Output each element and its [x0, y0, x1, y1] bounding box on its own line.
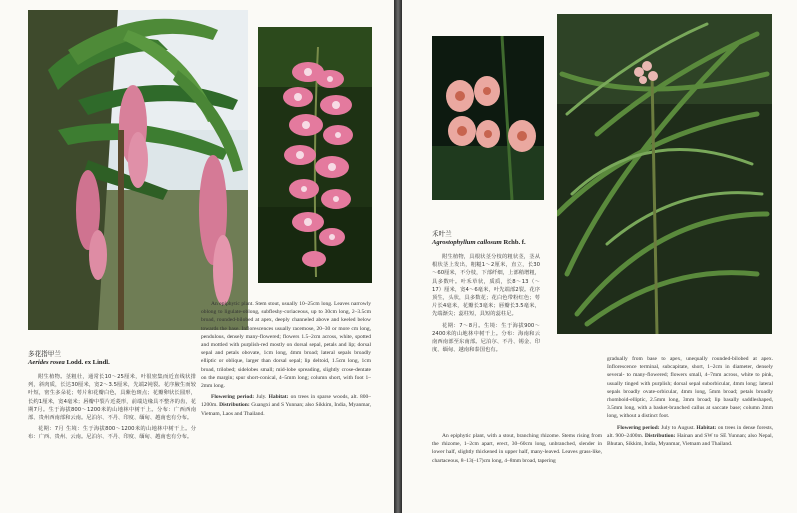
species-latin-name: Aerides rosea Lodd. ex Lindl. [28, 359, 110, 366]
photo-agrostophyllum-flowers [432, 36, 544, 200]
chinese-description-right [432, 253, 540, 453]
species-latin-name: Agrostophyllum callosum Rchb. f. [432, 239, 526, 246]
english-meta: Flowering period: July to August. Habitat: on trees in dense forests, alt. 900–2400m. Distribution: Hainan and SW to SE Yunnan; also Nepal, Bhutan, Sikkim, India, Myanmar, Vietnam and Thailand. [607, 424, 773, 448]
species-chinese-name: 多花指甲兰 [28, 350, 61, 358]
english-description-right-col2 [607, 355, 773, 505]
right-page [402, 0, 797, 513]
species-caption-right [432, 228, 632, 246]
photo-aerides-flowers [258, 27, 372, 283]
book-gutter [394, 0, 402, 513]
chinese-paragraph-2: 花期：7月 生境：生于海拔800～1200米的山地林中树干上。分布：广西、贵州、云南。尼泊尔、不丹、印度、缅甸、越南也有分布。 [28, 426, 196, 441]
english-description-right-col1 [432, 432, 602, 508]
photo-agrostophyllum-plant [557, 14, 772, 334]
species-chinese-name: 禾叶兰 [432, 230, 452, 238]
chinese-paragraph: 附生植物。茎粗壮，通常长10～25厘米，叶很密集而近直线状排列，斜肉质，长达30厘米，宽2～3.5厘米，先端2钝裂。花序腋生而较叶短，密生多朵花；萼片和花瓣白色，具紫色斑点；花瓣卵状长圆形，长约1厘米，宽4毫米；唇瓣中裂片近菱形，前端边缘具不整齐的齿，花期7月。生于海拔800～1200米的山地林中树干上。分布：广西西南部、贵州西南部和云南。尼泊尔、不丹、印度、缅甸、越南也有分布。 [28, 374, 196, 422]
english-paragraph: An epiphytic plant, with a stout, branching rhizome. Stems rising from the rhizome, 1–2cm apart, erect, 30–60cm long, unbranched, slender in lower half, slightly thickened in upper half, many-leaved. Leaves grass-like, chartaceous, 8–13(–17)cm long, 4–8mm broad, tapering [432, 433, 602, 464]
chinese-paragraph-2: 花期：7～8月。生境：生于海拔900～2400米的山地林中树干上。分布：海南和云南西南部至东南部。尼泊尔、不丹、锡金、印度、缅甸、越南和泰国也有。 [432, 322, 540, 354]
english-meta: Flowering period: July. Habitat: on trees in sparse woods, alt. 800–1200m. Distribution: Guangxi and S Yunnan; also Sikkim, India, Myanmar, Vietnam, Laos and Thailand. [201, 394, 371, 417]
photo-aerides-plant [28, 10, 248, 330]
chinese-paragraph: 附生植物，具根状茎分枝的粗状茎，茎从根状茎上发出，粗糙1～2厘米，直立，长30～60厘米，不分枝，下部纤细，上部稍增粗，具多数叶。叶禾草状，质质，长8～13（～17）厘米，宽4～6毫米，叶先端部2裂。花序顶生，头状，具多数花；花白色带粉红色；萼片长4毫米，花瓣长3毫米；唇瓣长3.5毫米，先端渐尖；蕊柱短，具短的蕊柱足。 [432, 254, 540, 318]
english-paragraph-continued: gradually from base to apex, unequally rounded-bilobed at apex. Inflorescence terminal, subcapitate, short, 1–2cm in diameter, densely several- to many-flowered; flowers small, 4–7mm across, white to pink, usually tinged with purplish; dorsal sepal suborbicular, 4mm long; lateral sepals broadly ovate-orbicular, 4mm long, 5mm broad; petals broadly rhomboid-elliptic, 2.5mm long, 3mm broad; lip basally saddleshaped, 3.5mm long, with a basket-branched callus at saccate base; column 2mm long, without a distinct foot. [607, 356, 773, 420]
chinese-description-left [28, 373, 196, 503]
english-description-left [201, 300, 371, 505]
left-page [0, 0, 394, 513]
english-paragraph: An epiphytic plant. Stem stout, usually 10–25cm long. Leaves narrowly oblong to ligulate-oblong, subfleshy-coriaceous, up to 30cm long, 2–3.5cm broad, rounded-bilobed at apex, deeply channeled above and keeled below towards the base. Inflorescences usually racemose, 20–30 or more cm long, pendulous, densely many-flowered; flowers 1.5–2cm across, white, spotted and mottled with purplish-red mostly on dorsal sepal, petals and lip; dorsal sepal and petals obovate, 1cm long, 4mm broad; lateral sepals broadly elliptic or oblique, larger than dorsal sepal; lip deltoid, 1.5cm long, 1cm broad, trilobed; sidelobes small; mid-lobe spreading, slightly crose-dentate on the margin; spur short-conical, 4–5mm long; column short, with foot 1–2mm long. [201, 301, 371, 390]
